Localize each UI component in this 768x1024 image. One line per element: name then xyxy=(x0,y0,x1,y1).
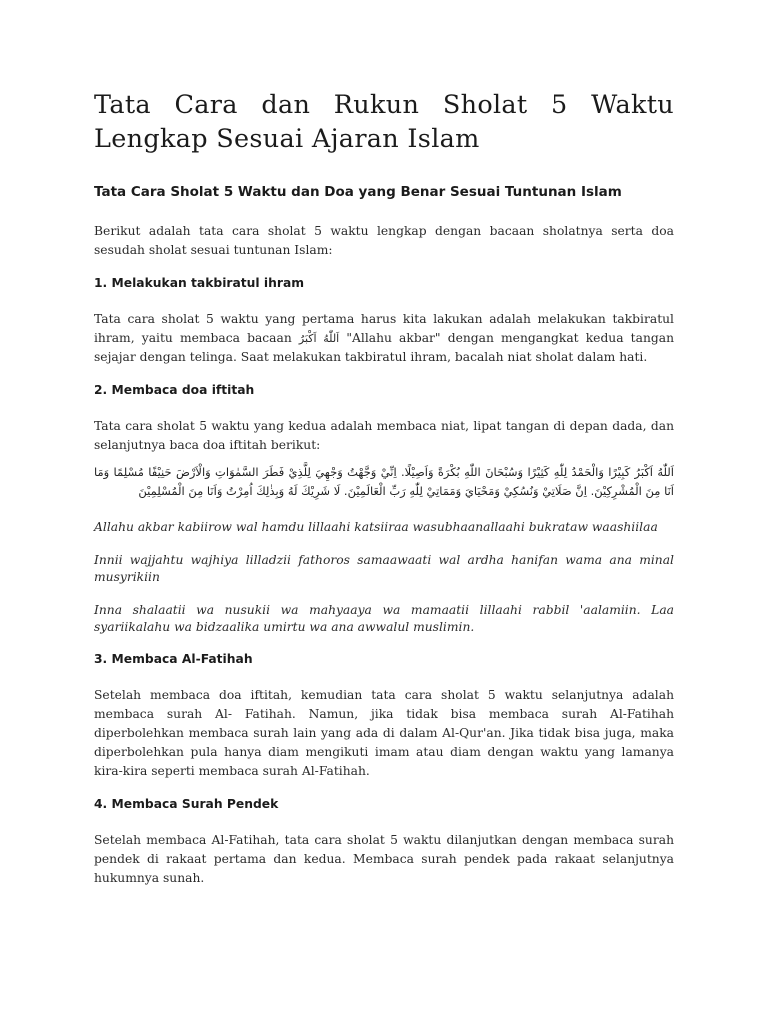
step-1-text-after: "Allahu akbar" dengan mengangkat kedua tangan sejajar dengan telinga. Saat melakukan takbiratul ihram, bacalah niat sholat dalam hati. xyxy=(94,331,675,364)
step-3-heading: 3. Membaca Al-Fatihah xyxy=(94,652,253,666)
iftitah-latin-line-1: Allahu akbar kabiirow wal hamdu lillaahi katsiiraa wasubhaanallaahi bukrataw waashiilaa xyxy=(94,520,658,534)
document-title: Tata Cara dan Rukun Sholat 5 Waktu Lengkap Sesuai Ajaran Islam xyxy=(94,90,674,154)
step-4-paragraph: Setelah membaca Al-Fatihah, tata cara sholat 5 waktu dilanjutkan dengan membaca surah pendek di rakaat pertama dan kedua. Membaca surah pendek pada rakaat selanjutnya hukumnya sunah. xyxy=(94,833,674,885)
step-1-text-before: Tata cara sholat 5 waktu yang pertama harus kita lakukan adalah melakukan takbiratul ihram, yaitu membaca bacaan xyxy=(94,312,674,345)
step-1-paragraph xyxy=(94,310,674,367)
document-subtitle: Tata Cara Sholat 5 Waktu dan Doa yang Benar Sesuai Tuntunan Islam xyxy=(94,184,622,200)
step-2-heading: 2. Membaca doa iftitah xyxy=(94,383,255,397)
step-1-heading: 1. Melakukan takbiratul ihram xyxy=(94,276,305,290)
iftitah-arabic-text: اَللّٰهُ اَكْبَرُ كَبِيْرًا وَالْحَمْدُ لِلّٰهِ كَثِيْرًا وَسُبْحَانَ اللّٰهِ بُكْرَةً وَاَصِيْلًا. اِنِّيْ وَجَّهْتُ وَجْهِيَ لِلَّذِيْ فَطَرَ السَّمٰوَاتِ وَالْاَرْضَ حَنِيْفًا مُسْلِمًا وَمَا اَنَا مِنَ الْمُشْرِكِيْنَ. اِنَّ صَلَاتِيْ وَنُسُكِيْ وَمَحْيَايَ وَمَمَاتِيْ لِلّٰهِ رَبِّ الْعَالَمِيْنَ. لَا شَرِيْكَ لَهُ وَبِذٰلِكَ اُمِرْتُ وَاَنَا مِنَ الْمُسْلِمِيْنَ xyxy=(94,465,674,498)
step-3-paragraph: Setelah membaca doa iftitah, kemudian tata cara sholat 5 waktu selanjutnya adalah membaca surah Al- Fatihah. Namun, jika tidak bisa membaca surah Al-Fatihah diperbolehkan membaca surah lain yang ada di dalam Al-Qur'an. Jika tidak bisa juga, maka diperbolehkan pula hanya diam mengikuti imam atau diam dengan waktu yang lamanya kira-kira seperti membaca surah Al-Fatihah. xyxy=(94,688,674,778)
intro-paragraph: Berikut adalah tata cara sholat 5 waktu lengkap dengan bacaan sholatnya serta doa sesudah sholat sesuai tuntunan Islam: xyxy=(94,224,674,257)
step-1-arabic-inline: اَللّٰهُ اَكْبَرُ xyxy=(298,332,340,345)
step-4-heading: 4. Membaca Surah Pendek xyxy=(94,797,279,811)
step-2-paragraph: Tata cara sholat 5 waktu yang kedua adalah membaca niat, lipat tangan di depan dada, dan selanjutnya baca doa iftitah berikut: xyxy=(94,419,674,452)
iftitah-latin-line-3: Inna shalaatii wa nusukii wa mahyaaya wa mamaatii lillaahi rabbil 'aalamiin. Laa syariikalahu wa bidzaalika umirtu wa ana awwalul muslimin. xyxy=(94,603,674,634)
iftitah-latin-line-2: Innii wajjahtu wajhiya lilladzii fathoros samaawaati wal ardha hanifan wama ana minal musyrikiin xyxy=(94,553,674,584)
